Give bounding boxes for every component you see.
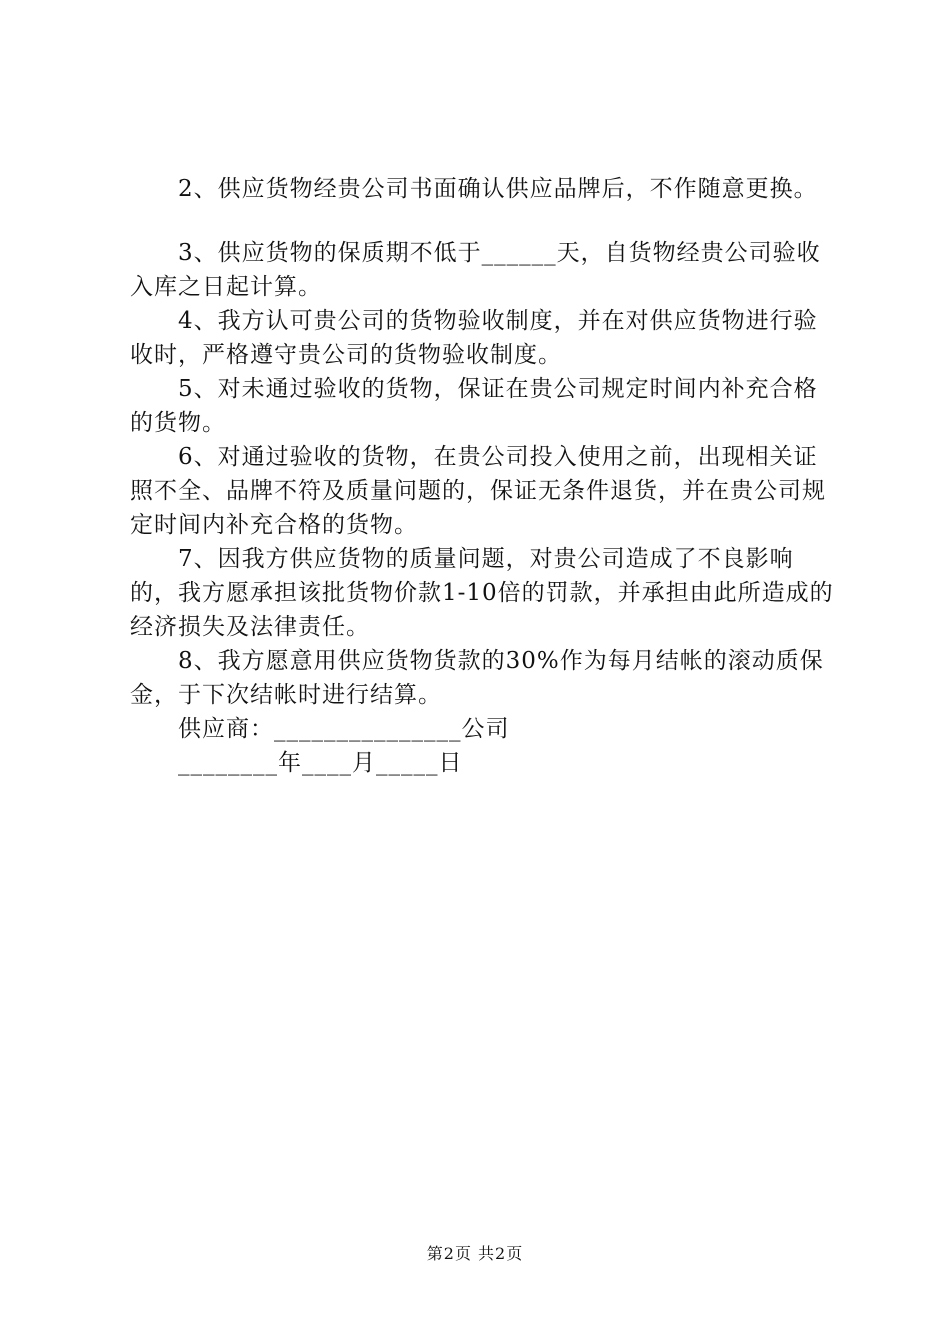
page-footer: 第2页 共2页 [426, 1244, 524, 1263]
supplier-signature-line: 供应商：_______________公司 [178, 716, 510, 742]
clause-6: 6、对通过验收的货物，在贵公司投入使用之前，出现相关证照不全、品牌不符及质量问题的，保证无条件退货，并在贵公司规定时间内补充合格的货物。 [130, 444, 826, 538]
clause-2: 2、供应货物经贵公司书面确认供应品牌后，不作随意更换。 [178, 176, 818, 202]
date-line: ________年____月_____日 [178, 750, 463, 776]
clause-4: 4、我方认可贵公司的货物验收制度，并在对供应货物进行验收时，严格遵守贵公司的货物验收制度。 [130, 308, 818, 368]
clause-5: 5、对未通过验收的货物，保证在贵公司规定时间内补充合格的货物。 [130, 376, 818, 436]
clause-3: 3、供应货物的保质期不低于______天，自货物经贵公司验收入库之日起计算。 [130, 240, 821, 300]
clause-8: 8、我方愿意用供应货物货款的30%作为每月结帐的滚动质保金，于下次结帐时进行结算。 [130, 648, 824, 708]
clause-7: 7、因我方供应货物的质量问题，对贵公司造成了不良影响的，我方愿承担该批货物价款1-10倍的罚款，并承担由此所造成的经济损失及法律责任。 [130, 546, 834, 640]
document-body [130, 172, 835, 780]
